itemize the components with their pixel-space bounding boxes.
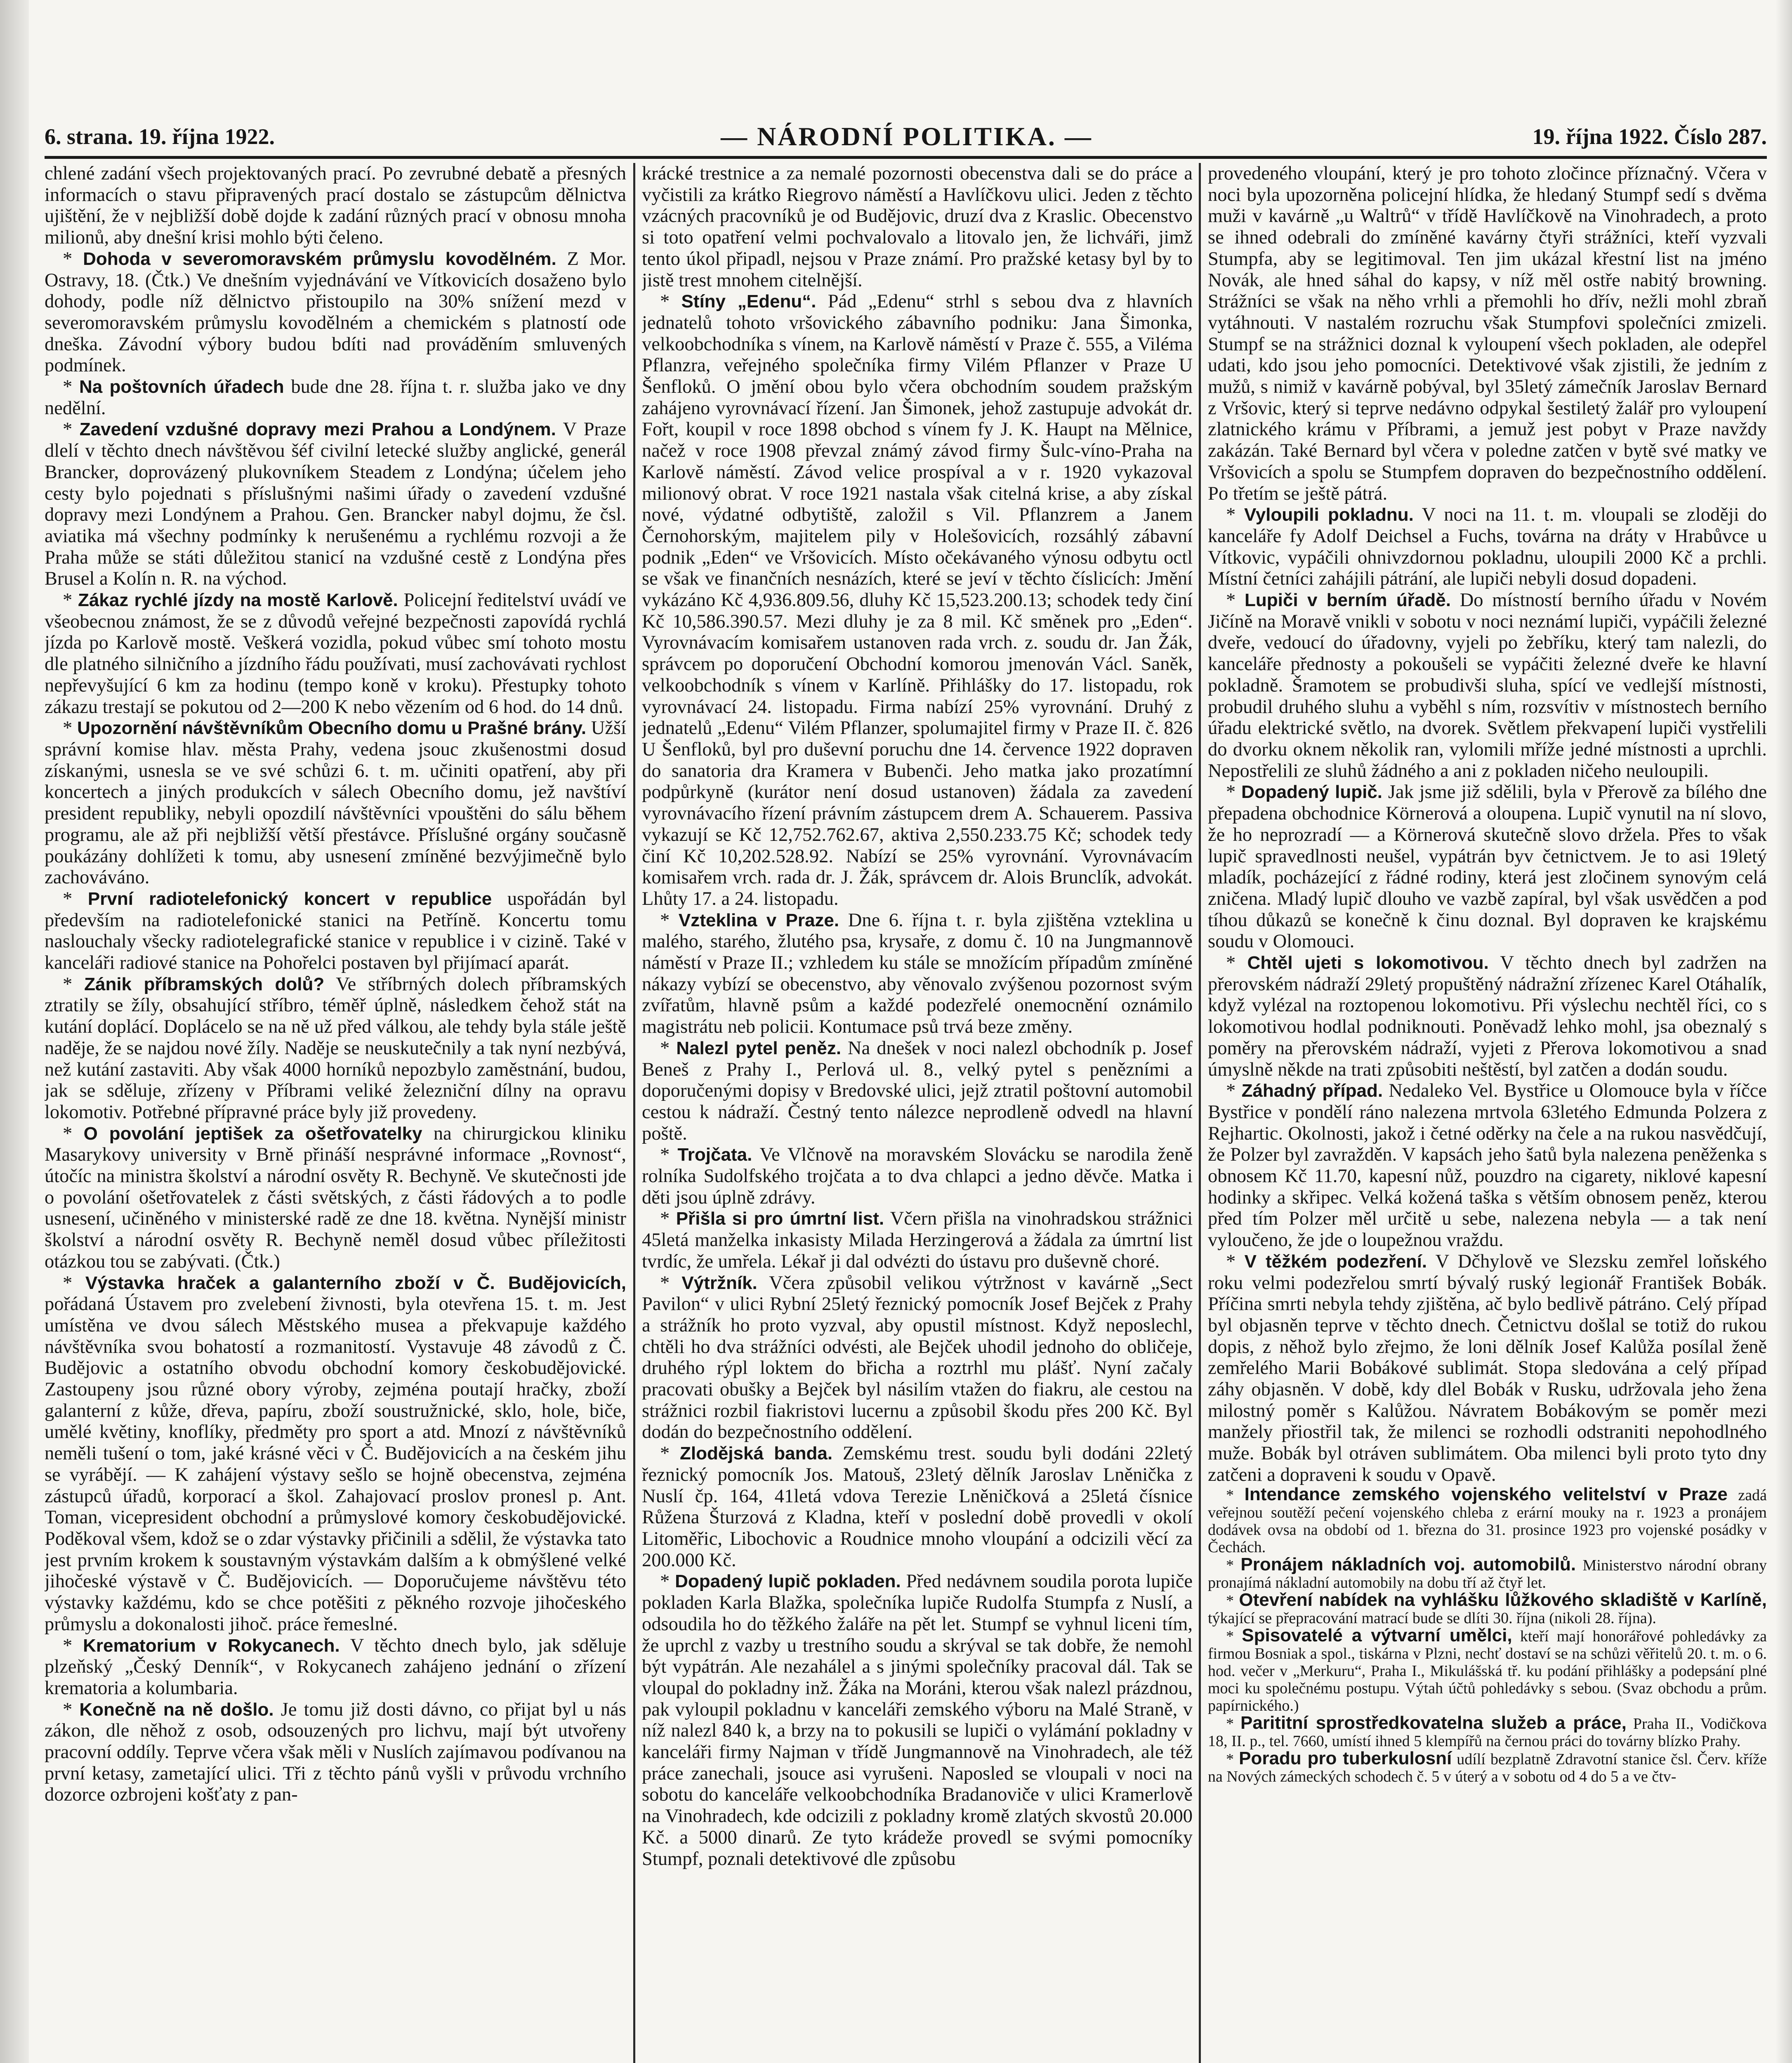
article-paragraph bbox=[1208, 1556, 1767, 1591]
article-paragraph bbox=[45, 163, 626, 248]
article-headline: Zákaz rychlé jízdy na mostě Karlově. bbox=[78, 590, 398, 611]
article-body: Včern přišla na vinohradskou strážnici 45letá manželka inkasisty Milada Herzingerová a žádala za úmrtní list tvrdíc, že umřela. Lékař ji dal odvézti do ústavu pro duševně choré. bbox=[642, 1208, 1193, 1272]
asterisk-marker: * bbox=[660, 1144, 678, 1166]
article-headline: Zlodějská banda. bbox=[679, 1443, 833, 1464]
asterisk-marker: * bbox=[63, 1635, 83, 1656]
article-body: Užší správní komise hlav. města Prahy, vedena jsouc zkušenostmi dosud získanými, usnesla se ve své schůzi 6. t. m. učiniti opatření, aby při koncertech a jiných produkcích v sálech Obecního domu, jež navštíví president republiky, nebyli opozdilí návštěvníci vpouštěni do sálu během programu, ale až při nejbližší větší přestávce. Příslušné orgány současně poukázány dohlížeti k tomu, aby usnesení zmíněné bezvýjimečně bylo zachováváno. bbox=[45, 718, 626, 888]
asterisk-marker: * bbox=[63, 1699, 80, 1720]
header-page-date: 6. strana. 19. října 1922. bbox=[45, 124, 275, 149]
column-divider-2 bbox=[1199, 163, 1201, 2063]
article-paragraph bbox=[642, 1144, 1193, 1208]
article-body: na chirurgickou kliniku Masarykovy university v Brně přináší nesprávné informace „Rovnost“, útočíc na ministra školství a národní osvěty R. Bechyně. Ve skutečnosti jde o povolání ošetřovatelek z části světských, z části řádových a to podle usnesení, učiněného v ministerské radě ze dne 18. května. Nynější ministr školství a národní osvěty R. Bechyně neměl dosud vůbec příležitosti otázkou tou se zabývati. (Čtk.) bbox=[45, 1123, 626, 1272]
article-body: Ve Vlčnově na moravském Slovácku se narodila ženě rolníka Sudolfského trojčata a to dva chlapci a jedno děvče. Matka i děti jsou úplně zdrávy. bbox=[642, 1144, 1193, 1208]
article-body: V těchto dnech bylo, jak sděluje plzeňský „Český Denník“, v Rokycanech zahájeno jednání o zřízení krematoria a kolumbaria. bbox=[45, 1635, 626, 1699]
article-paragraph bbox=[1208, 590, 1767, 781]
article-body: Pád „Edenu“ strhl s sebou dva z hlavních jednatelů tohoto vršovického zábavního podniku: Jana Šimonka, velkoobchodníka s vínem, na Karlově náměstí v Praze č. 555, a Viléma Pflanzra, veřejného společníka firmy Vilém Pflanzer v Praze U Šenfloků. O jmění obou bylo včera obchodním soudem pražským zahájeno vyrovnávací řízení. Jan Šimonek, jehož zastupuje advokát dr. Fořt, koupil v roce 1898 obchod s vínem fy J. K. Haupt na Mělnice, načež v roce 1908 převzal známý závod firmy Šulc-víno-Praha na Karlově náměstí. Závod velice prospíval a v r. 1920 vykazoval milionový obrat. V roce 1921 nastala však citelná krise, a aby získal nové, výdatné odbytiště, založil s Vil. Pflanzrem a Janem Černohorským, majitelem pily v Holešovicích, rozsáhlý zábavní podnik „Eden“ ve Vršovicích. Místo očekávaného výnosu odbytu octl se však ve finančních nesnázích, které se jeví v těchto číslicích: Jmění vykázáno Kč 4,936.809.56, dluhy Kč 15,523.200.13; schodek tedy činí Kč 10,586.390.57. Mezi dluhy je za 8 mil. Kč směnek pro „Eden“. Vyrovnávacím komisařem ustanoven rada vrch. z. soudu dr. Jan Žák, správcem po doporučení Obchodní komorou jmenován Václ. Saněk, velkoobchodník s vínem v Karlíně. Přihlášky do 17. listopadu, rok vyrovnávací 24. listopadu. Firma nabízí 25% vyrovnání. Druhý z jednatelů „Edenu“ Vilém Pflanzer, spolumajitel firmy v Praze II. č. 826 U Šenfloků, byl pro duševní poruchu dne 14. července 1922 dopraven do sanatoria dra Kramera v Bubenči. Jeho matka jako prozatímní podpůrkyně (kurátor není dosud ustanoven) žádala za zavedení vyrovnávacího řízení právním zástupcem drem A. Schauerem. Passiva vykazují se Kč 12,752.762.67, aktiva 2,550.233.75 Kč; schodek tedy činí Kč 10,202.528.92. Nabízí se 25% vyrovnání. Vyrovnávacím komisařem vrch. rada dr. J. Žák, správcem dr. Alois Brunclík, advokát. Lhůty 17. a 24. listopadu. bbox=[642, 291, 1193, 909]
article-paragraph bbox=[642, 291, 1193, 909]
asterisk-marker: * bbox=[660, 909, 679, 931]
asterisk-marker: * bbox=[63, 888, 88, 909]
article-body: pořádaná Ústavem pro zvelebení živnosti, byla otevřena 15. t. m. Jest umístěna ve dvou sálech Městského musea a překvapuje každého návštěvníka svou bohatostí a rozmanitostí. Vystavuje 48 závodů z Č. Budějovic a ostatního obvodu obchodní komory českobudějovické. Zastoupeny jsou různé obory výroby, zejména poutají hračky, zboží galanterní z kůže, dřeva, papíru, zboží soustružnické, sklo, hole, biče, umělé květiny, knoflíky, předměty pro sport a atd. Mnozí z návštěvníků neměli tušení o tom, jaké krásné věci v Č. Budějovicích a na českém jihu se vyrábějí. — K zahájení výstavy sešlo se hojně obecenstva, zejména zástupců úřadů, korporací a škol. Zahajovací proslov pronesl p. Ant. Toman, vicepresident obchodní a průmyslové komory českobudějovické. Poděkoval všem, kdož se o zdar výstavky přičinili a sdělil, že výstavka tato jest prvním krokem k soustavným výstavkám dalším a k obmýšlené velké jihočeské výstavě v Č. Budějovicích. — Doporučujeme návštěvu této výstavky každému, kdo se chce potěšiti z pěkného rozvoje jihočeského průmyslu a dokonalosti jihoč. práce řemeslné. bbox=[45, 1294, 626, 1635]
asterisk-marker: * bbox=[63, 419, 80, 440]
asterisk-marker: * bbox=[63, 376, 79, 398]
article-headline: Konečně na ně došlo. bbox=[79, 1699, 274, 1720]
asterisk-marker: * bbox=[660, 291, 681, 312]
asterisk-marker: * bbox=[1226, 1750, 1239, 1768]
asterisk-marker: * bbox=[1226, 1251, 1245, 1272]
asterisk-marker: * bbox=[1226, 1627, 1242, 1645]
article-headline: Pronájem nákladních voj. automobilů. bbox=[1240, 1554, 1576, 1574]
column-2 bbox=[642, 163, 1193, 2063]
asterisk-marker: * bbox=[660, 1272, 682, 1294]
asterisk-marker: * bbox=[1226, 1080, 1242, 1102]
article-body: bude dne 28. října t. r. služba jako ve dny nedělní. bbox=[45, 376, 626, 419]
article-paragraph bbox=[45, 248, 626, 376]
article-headline: Upozornění návštěvníkům Obecního domu u Prašné brány. bbox=[77, 718, 587, 739]
article-paragraph bbox=[1208, 952, 1767, 1080]
article-headline: Zánik příbramských dolů? bbox=[84, 974, 325, 994]
article-body: zadá veřejnou soutěží pečení vojenského chleba z erární mouky na r. 1923 a pronájem dodávek ovsa na období od 1. března do 31. prosince 1923 pro vojenské posádky v Čechách. bbox=[1208, 1486, 1767, 1556]
asterisk-marker: * bbox=[1226, 1592, 1239, 1610]
article-body: Ministerstvo národní obrany pronajímá nákladní automobily na dobu tří až čtyř let. bbox=[1208, 1556, 1767, 1591]
asterisk-marker: * bbox=[1226, 1715, 1241, 1733]
article-headline: Na poštovních úřadech bbox=[79, 377, 284, 397]
asterisk-marker: * bbox=[660, 1571, 675, 1592]
page-header bbox=[45, 124, 1767, 156]
article-body: Zemskému trest. soudu byli dodáni 22letý řeznický pomocník Jos. Matouš, 23letý dělník Jaroslav Lněnička z Nuslí čp. 164, 41letá vdova Terezie Lněničková a 25letá čísnice Růžena Šturzová z Kladna, kteří v poslední době provedli v okolí Litoměřic, Libochovic a Roudnice mnoho vloupání a odcizili věcí za 200.000 Kč. bbox=[642, 1443, 1193, 1571]
article-paragraph bbox=[45, 888, 626, 974]
article-headline: Spisovatelé a výtvarní umělci, bbox=[1242, 1625, 1512, 1645]
asterisk-marker: * bbox=[1226, 781, 1242, 803]
article-body: Před nedávnem soudila porota lupiče pokladen Karla Blažka, společníka lupiče Rudolfa Stumpfa z Nuslí, a odsoudila ho do těžkého žaláře na pět let. Stumpf se vyhnul liceni tím, že uprchl z vazby u trestního soudu a skrýval se tak dobře, že nemohl být vypátrán. Ale nezahálel a s jinými společníky pracoval dál. Tak se vloupal do pokladny inž. Žáka na Moráni, kterou však nalezl prázdnou, pak vyloupil pokladnu v kanceláři zemského výboru na Malé Straně, v níž nalezl 840 k, a brzy na to pokusili se lupiči o vylámání pokladny v kanceláři firmy Najman v třídě Jungmannově na Vinohradech, ale též práce zanechali, jsouce asi vyrušeni. Naposled se vloupali v noci na sobotu do kanceláře velkoobchodníka Bradanoviče v ulici Kramerlově na Vinohradech, kde odcizili z pokladny kromě zlatých skvostů 20.000 Kč. a 5000 dinarů. Ze tyto krádeže provedl se svými pomocníky Stumpf, poznali detektivové dle způsobu bbox=[642, 1571, 1193, 1869]
article-headline: Trojčata. bbox=[677, 1145, 752, 1165]
article-body: Jak jsme již sdělili, byla v Přerově za bílého dne přepadena obchodnice Körnerová a oloupena. Lupič vynutil na ní slovo, že ho neprozradí — a Körnerová skutečně slovo držela. Přes to však lupič spravedlnosti neušel, vypátrán byv četnictvem. Je to asi 19letý mladík, pocházející z řádné rodiny, která jest zločinem synovým celá zničena. Mladý lupič dlouho ve vazbě zapíral, byl však usvědčen a pod tíhou důkazů se konečně k činu doznal. Byl dopraven ke krajskému soudu v Olomouci. bbox=[1208, 781, 1767, 952]
article-headline: Zavedení vzdušné dopravy mezi Prahou a Londýnem. bbox=[79, 419, 556, 440]
article-body: uspořádán byl především na radiotelefonické stanici na Petříně. Koncertu tomu naslouchaly všecky radiotelegrafické stanice v republice i v cizině. Také v kanceláři radiové stanice na Pohořelci postaven byl přijímací aparát. bbox=[45, 888, 626, 974]
article-body: týkající se přepracování matrací bude se dlíti 30. října (nikoli 28. října). bbox=[1208, 1609, 1656, 1627]
article-headline: Přišla si pro úmrtní list. bbox=[676, 1209, 884, 1229]
article-body: Policejní ředitelství uvádí ve všeobecnou známost, že se z důvodů veřejné bezpečnosti zapovídá rychlá jízda po Karlově mostě. Veškerá vozidla, pokud vůbec smí tohoto mostu dle platného silničního a jízdního řádu používati, musí zachovávati rychlost nepřevyšující 6 km za hodinu (tempo koně v kroku). Přestupky tohoto zákazu trestají se pokutou od 2—200 K nebo vězením od 6 hod. do 14 dnů. bbox=[45, 590, 626, 718]
article-paragraph bbox=[1208, 1080, 1767, 1251]
header-masthead: — NÁRODNÍ POLITIKA. — bbox=[721, 122, 1093, 151]
article-body: udílí bezplatně Zdravotní stanice čsl. Červ. kříže na Nových zámeckých schodech č. 5 v úterý a v sobotu od 4 do 5 a ve čtv- bbox=[1208, 1750, 1767, 1785]
article-headline: Dopadený lupič pokladen. bbox=[675, 1571, 901, 1592]
article-headline: Stíny „Edenu“. bbox=[681, 291, 816, 312]
column-1 bbox=[45, 163, 626, 2063]
article-paragraph bbox=[45, 974, 626, 1123]
article-body: Na dnešek v noci nalezl obchodník p. Josef Beneš z Prahy I., Perlová ul. 8., velký pytel s penězními a doporučenými dopisy v Bredovské ulici, jejž ztratil poštovní automobil cestou k nádraží. Čestný tento nálezce neprodleně odvedl na hlavní poště. bbox=[642, 1037, 1193, 1144]
article-headline: První radiotelefonický koncert v republice bbox=[87, 888, 492, 909]
article-paragraph bbox=[1208, 1251, 1767, 1486]
article-headline: Dopadený lupič. bbox=[1241, 782, 1383, 803]
article-paragraph bbox=[1208, 1486, 1767, 1556]
article-paragraph bbox=[642, 1038, 1193, 1145]
article-paragraph bbox=[1208, 781, 1767, 952]
article-paragraph bbox=[45, 419, 626, 590]
article-headline: Záhadný případ. bbox=[1241, 1081, 1383, 1101]
asterisk-marker: * bbox=[63, 973, 85, 995]
asterisk-marker: * bbox=[660, 1037, 677, 1059]
article-headline: Výtržník. bbox=[681, 1272, 757, 1293]
asterisk-marker: * bbox=[1226, 1486, 1245, 1504]
article-headline: Vzteklina v Praze. bbox=[678, 910, 839, 930]
article-paragraph bbox=[642, 1443, 1193, 1571]
article-body: provedeného vloupání, který je pro tohoto zločince příznačný. Včera v noci byla upozorněna policejní hlídka, že hledaný Stumpf sedí s dvěma muži v kavárně „u Waltrů“ v třídě Havlíčkově na Vinohradech, a proto se ihned odebrali do zmíněné kavárny čtyři strážníci, kteří vyzvali Stumpfa, aby se legitimoval. Ten jim ukázal křestní list na jméno Novák, ale hned sáhal do kapsy, v níž měl ostře nabitý browning. Strážníci se však na něho vrhli a přemohli ho dřív, nežli mohl zbraň vytáhnouti. V nastalém rozruchu však Stumpfovi společníci zmizeli. Stumpf se na strážnici doznal k vyloupení všech pokladen, ale odepřel udati, kdo jsou jeho pomocníci. Detektivové však zjistili, že jedním z mužů, s nimiž v kavárně pobýval, byl 35letý zámečník Jaroslav Bernard z Vršovic, který si teprve nedávno odpykal šestiletý žalář pro vyloupení zlatnického krámu v Příbrami, a jemuž jest pobyt v Praze navždy zakázán. Také Bernard byl včera v poledne zatčen v bytě své matky ve Vršovicích a spolu se Stumpfem dopraven do bezpečnostního oddělení. Po třetím se ještě pátrá. bbox=[1208, 163, 1767, 504]
article-headline: Otevření nabídek na vyhlášku lůžkového skladiště v Karlíně, bbox=[1239, 1589, 1767, 1610]
asterisk-marker: * bbox=[63, 590, 78, 611]
article-body: chlené zadání všech projektovaných prací. Po zevrubné debatě a přesných informacích o stavu připravených prací dostalo se zástupcům dělnictva ujištění, že v nejbližší době dojde k zadání různých prací v obnosu mnoha milionů, aby dnešní krisi mohlo býti čeleno. bbox=[45, 163, 626, 248]
article-body: V noci na 11. t. m. vloupali se zloději do kanceláře fy Adolf Deichsel a Fuchs, továrna na dráty v Hrabůvce u Vítkovic, vypáčili ohnivzdornou pokladnu, uloupili 2000 Kč a prchli. Místní četníci zahájili pátrání, ale lupiči nebyli dosud dopadeni. bbox=[1208, 504, 1767, 590]
article-paragraph bbox=[45, 718, 626, 888]
article-paragraph bbox=[45, 1272, 626, 1635]
article-headline: O povolání jeptišek za ošetřovatelky bbox=[83, 1123, 422, 1144]
asterisk-marker: * bbox=[63, 1123, 84, 1144]
article-body: Včera způsobil velikou výtržnost v kavárně „Sect Pavilon“ v ulici Rybní 25letý řeznický pomocník Josef Bejček z Prahy a strážník ho proto vyzval, aby opustil místnost. Když neposlechl, chtěli ho dva strážníci odvésti, ale Bejček uhodil jednoho do obličeje, druhého rýpl loktem do břicha a roztrhl mu plášť. Nyní začaly pracovati obušky a Bejček byl násilím vtažen do fiakru, ale cestou na strážnici rozbil fiakristovi lucernu a způsobil škodu přes 200 Kč. Byl dodán do bezpečnostního oddělení. bbox=[642, 1272, 1193, 1443]
article-body: kteří mají honorářové pohledávky za firmou Bosniak a spol., tiskárna v Plzni, nechť dostaví se na schůzi věřitelů 20. t. m. o 6. hod. večer v „Merkuru“, Praha I., Mikulášská tř. ku podání přihlášky a podepsání plné moci ku společnému postupu. Výtah účtů pohledávky s sebou. (Svaz obchodu a prům. papírnického.) bbox=[1208, 1627, 1767, 1714]
article-paragraph bbox=[642, 1272, 1193, 1443]
article-body: V Praze dlelí v těchto dnech návštěvou šéf civilní letecké služby anglické, generál Brancker, doprovázený plukovníkem Steadem z Londýna; účelem jeho cesty bylo pojednati s příslušnými našimi úřady o zavedení vzdušné dopravy mezi Londýnem a Prahou. Gen. Brancker nabyl dojmu, že čsl. aviatika má všechny podmínky k nerušenému a rychlému rozvoji a že Praha může se státi důležitou stanicí na vzdušné cestě z Londýna přes Brusel a Kolín n. R. na východ. bbox=[45, 419, 626, 590]
article-headline: Vyloupili pokladnu. bbox=[1244, 505, 1414, 525]
article-paragraph bbox=[45, 1123, 626, 1272]
article-paragraph bbox=[45, 1699, 626, 1806]
asterisk-marker: * bbox=[1226, 504, 1244, 526]
column-divider-1 bbox=[633, 163, 635, 2063]
article-body: Dne 6. října t. r. byla zjištěna vzteklina u malého, starého, žlutého psa, krysaře, z domu č. 10 na Jungmannově náměstí v Praze II.; vzhledem ku stále se množícím případům zmíněné nákazy vybízí se obecenstvo, aby věnovalo zvýšenou pozornost svým zvířatům, hlavně psům a každé podezřelé onemocnění oznámilo magistrátu neb policii. Kontumace psů trvá beze změny. bbox=[642, 909, 1193, 1038]
article-headline: Intendance zemského vojenského velitelství v Praze bbox=[1244, 1484, 1728, 1504]
article-body: krácké trestnice a za nemalé pozornosti obecenstva dali se do práce a vyčistili za krátko Riegrovo náměstí a Havlíčkovu ulici. Jeden z těchto vzácných pracovníků je od Budějovic, druzí dva z Kraslic. Obecenstvo si toto opatření velmi pochvalovalo a litovalo jen, že lichváři, jimž tento úkol připadl, nejsou v Praze známí. Pro pražské ketasy byl by to jistě trest mnohem citelnější. bbox=[642, 163, 1193, 291]
article-headline: Nalezl pytel peněz. bbox=[676, 1038, 842, 1058]
article-headline: Poradu pro tuberkulosní bbox=[1239, 1748, 1452, 1768]
header-issue-number: 19. října 1922. Číslo 287. bbox=[1532, 124, 1767, 149]
page-edge-right bbox=[1775, 0, 1792, 2063]
article-body: V těchto dnech byl zadržen na přerovském nádraží 29letý propuštěný nádražní zřízenec Karel Otáhalík, když vylézal na roztopenou lokomotivu. Při výslechu nechtěl říci, co s lokomotivou hodlal podniknouti. Poněvadž lehko mohl, jsa obeznalý s poměry na přerovském nádraží, vyjeti z Přerova lokomotivou a snad úmyslně někde na trati způsobiti neštěstí, byl zatčen a dodán soudu. bbox=[1208, 952, 1767, 1080]
article-paragraph bbox=[45, 376, 626, 419]
asterisk-marker: * bbox=[660, 1208, 676, 1230]
article-body: Ve stříbrných dolech příbramských ztratily se žíly, obsahující stříbro, téměř úplně, následkem čehož stát na kutání doplácí. Doplácelo se na ně už před válkou, ale tehdy byla stále ještě naděje, že se najdou nové žíly. Naděje se neuskutečnily a tak nyní nezbývá, než kutání zastaviti. Aby však 4000 horníků nepozbylo zaměstnání, budou, jak se sděluje, zřízeny v Příbrami veliké železniční dílny na opravu lokomotiv. Potřebné přípravné práce byly již provedeny. bbox=[45, 973, 626, 1123]
article-paragraph bbox=[642, 163, 1193, 291]
asterisk-marker: * bbox=[63, 1272, 85, 1294]
article-paragraph bbox=[1208, 163, 1767, 504]
article-body: Praha II., Vodičkova 18, II. p., tel. 7660, umístí ihned 5 klempířů na černou práci do továrny blízko Prahy. bbox=[1208, 1715, 1767, 1750]
article-headline: Chtěl ujeti s lokomotivou. bbox=[1247, 953, 1489, 973]
article-paragraph bbox=[45, 1635, 626, 1699]
article-body: Do místností berního úřadu v Novém Jičíně na Moravě vnikli v sobotu v noci neznámí lupiči, vypáčili železné dveře, vedoucí do úřadovny, vyjeli po žebříku, který tam nalezli, do kanceláře přednosty a pokoušeli se vypáčiti železné dveře ke hlavní pokladně. Šramotem se probudivši sluha, spící ve vedlejší místnosti, probudil druhého sluhu a vyběhl s ním, rozsvítiv v místnostech berního úřadu elektrické světlo, na dvorek. Světlem překvapení lupiči vystřelili do dvorku oknem několik ran, vylomili mříže jedné místnosti a uprchli. Nepostřelili ze sluhů žádného a ani z pokladen ničeho neuloupili. bbox=[1208, 590, 1767, 781]
article-headline: Parititní sprostředkovatelna služeb a práce, bbox=[1240, 1712, 1627, 1733]
asterisk-marker: * bbox=[1226, 590, 1245, 611]
asterisk-marker: * bbox=[63, 248, 83, 269]
article-paragraph bbox=[45, 590, 626, 718]
asterisk-marker: * bbox=[660, 1443, 680, 1464]
article-headline: Dohoda v severomoravském průmyslu kovodělném. bbox=[83, 248, 556, 269]
article-body: Je tomu již dosti dávno, co přijat byl u nás zákon, dle něhož z osob, odsouzených pro lichvu, mají být utvořeny pracovní oddíly. Teprve včera však měli v Nuslích zajímavou podívanou na první ketasy, zametající ulici. Tři z těchto pánů vyšli v průvodu vrchního dozorce ozbrojeni košťaty z pan- bbox=[45, 1699, 626, 1806]
article-paragraph bbox=[1208, 1591, 1767, 1627]
asterisk-marker: * bbox=[1226, 952, 1247, 974]
header-rule bbox=[45, 156, 1767, 159]
article-headline: Lupiči v berním úřadě. bbox=[1245, 590, 1451, 611]
asterisk-marker: * bbox=[1226, 1556, 1241, 1574]
article-paragraph bbox=[642, 1208, 1193, 1272]
article-paragraph bbox=[642, 910, 1193, 1038]
article-body: V Dčhylově ve Slezsku zemřel loňského roku velmi podezřelou smrtí bývalý ruský legionář František Bobák. Příčina smrti nebyla tehdy zjištěna, ač bylo bedlivě pátráno. Celý případ byl objasněn teprve v těchto dnech. Četnictvu došlal se totiž do rukou dopis, z něhož bylo zřejmo, že loni dělník Josef Kalůža posílal ženě zemřelého Marii Bobákové sublimát. Stopa sledována a celý případ záhy objasněn. V době, kdy dlel Bobák v Rusku, udržovala jeho žena milostný poměr s Kalůžou. Návratem Bobákovým se poměr mezi manžely přiostřil tak, že milenci se rozhodli odstraniti nepohodlného muže. Bobák byl otráven sublimátem. Oba milenci byli proto tyto dny zatčeni a dopraveni k soudu v Opavě. bbox=[1208, 1251, 1767, 1485]
article-paragraph bbox=[1208, 1627, 1767, 1714]
article-body: Z Mor. Ostravy, 18. (Čtk.) Ve dnešním vyjednávání ve Vítkovicích dosaženo bylo dohody, podle níž dělnictvo přistoupilo na 30% snížení mezd v severomoravském průmyslu kovodělném a chemickém s platností ode dneška. Závodní výbory budou bdíti nad prováděním smluvených podmínek. bbox=[45, 248, 626, 376]
article-paragraph bbox=[1208, 504, 1767, 590]
article-headline: Výstavka hraček a galanterního zboží v Č. Budějovicích, bbox=[85, 1272, 626, 1293]
article-headline: Krematorium v Rokycanech. bbox=[83, 1635, 340, 1656]
article-headline: V těžkém podezření. bbox=[1244, 1251, 1427, 1272]
article-body: Nedaleko Vel. Bystřice u Olomouce byla v říčce Bystřice v pondělí ráno nalezena mrtvola 63letého Edmunda Polzera z Rejhartic. Okolnosti, jakož i četné oděrky na čele a na rukou nasvědčují, že Polzer byl zavražděn. V kapsách jeho šatů byla nalezena peněženka s obnosem Kč 11.70, kapesní nůž, pouzdro na cigarety, niklové kapesní hodinky a skřipec. Velká kožená taška s větším obnosem peněz, kterou před tím Polzer měl určitě u sebe, nalezena nebyla — a tak není vyloučeno, že jde o loupežnou vraždu. bbox=[1208, 1080, 1767, 1251]
asterisk-marker: * bbox=[63, 718, 77, 739]
page-edge-left bbox=[0, 0, 29, 2063]
article-paragraph bbox=[642, 1571, 1193, 1869]
article-paragraph bbox=[1208, 1750, 1767, 1785]
article-paragraph bbox=[1208, 1714, 1767, 1750]
column-3 bbox=[1208, 163, 1767, 2063]
